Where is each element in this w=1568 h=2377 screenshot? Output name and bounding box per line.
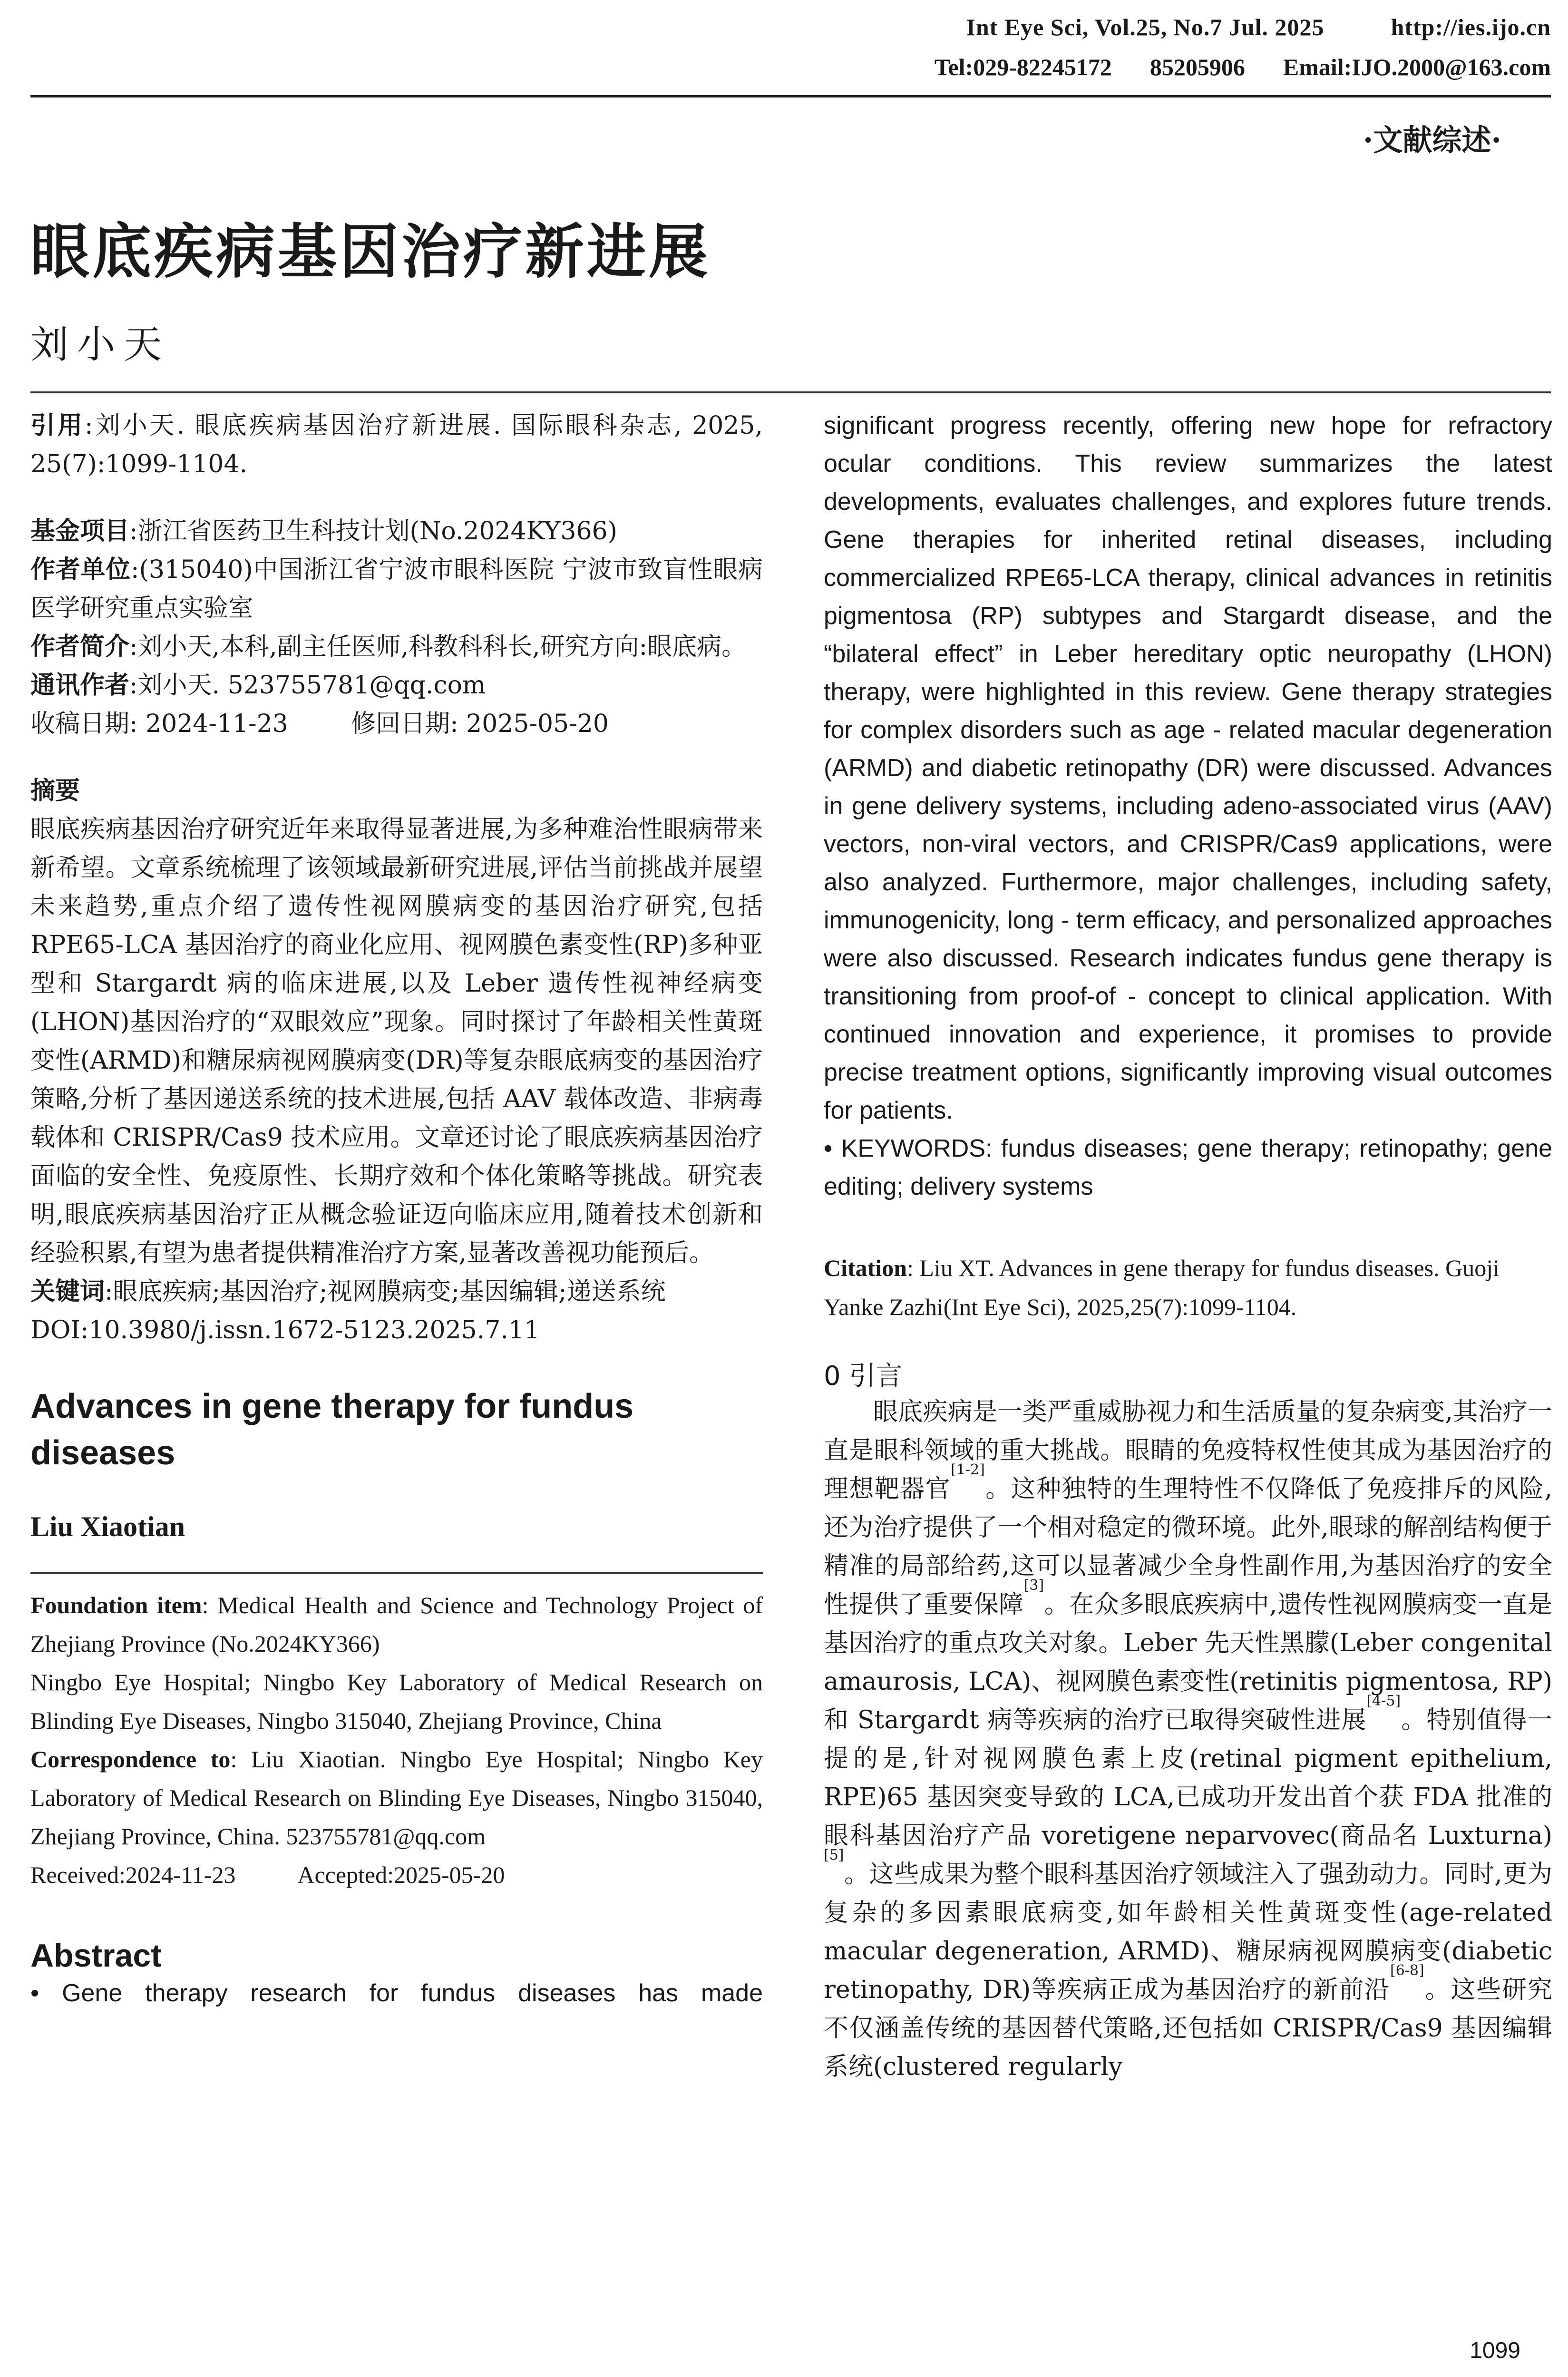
received-accepted: Received:2024-11-23 Accepted:2025-05-20 [30, 1861, 505, 1888]
abstract-en-start: • Gene therapy research for fundus diseases has made [30, 1979, 763, 2007]
left-column [30, 407, 763, 2012]
author-cn: 刘小天 [30, 322, 170, 367]
abstract-head-en: Abstract [30, 1938, 162, 1974]
keywords-cn: 关键词:眼底疾病;基因治疗;视网膜病变;基因编辑;递送系统 [30, 1277, 666, 1306]
corr-cn: 通讯作者:刘小天. 523755781@qq.com [30, 671, 486, 700]
tel2: 85205906 [1149, 54, 1245, 80]
contact-header [935, 53, 1551, 81]
tel: Tel:029-82245172 [934, 54, 1112, 80]
header-rule [30, 95, 1551, 97]
article-title-cn: 眼底疾病基因治疗新进展 [30, 218, 711, 286]
keywords-en: • KEYWORDS: fundus diseases; gene therapy; retinopathy; gene editing; delivery systems [824, 1135, 1552, 1200]
abstract-en-cont: significant progress recently, offering new hope for refractory ocular conditions. This review summarizes the latest developments, evaluates challenges, and explores future trends. Gene therapies for inherited retinal diseases, including commercialized RPE65-LCA therapy, clinical advances in retinitis pigmentosa (RP) subtypes and Stargardt disease, and the “bilateral effect” in Leber hereditary optic neuropathy (LHON) therapy, were highlighted in this review. Gene therapy strategies for complex disorders such as age - related macular degeneration (ARMD) and diabetic retinopathy (DR) were discussed. Advances in gene delivery systems, including adeno-associated virus (AAV) vectors, non-viral vectors, and CRISPR/Cas9 applications, were also analyzed. Furthermore, major challenges, including safety, immunogenicity, long - term efficacy, and personalized approaches were also discussed. Research indicates fundus gene therapy is transitioning from proof-of - concept to clinical application. With continued innovation and experience, it promises to provide precise treatment options, significantly improving visual outcomes for patients. [824, 412, 1552, 1124]
fund-cn: 基金项目:浙江省医药卫生科技计划(No.2024KY366) [30, 517, 617, 546]
ref-6-8[interactable]: [6-8] [1390, 1962, 1424, 1979]
ref-4-5[interactable]: [4-5] [1366, 1693, 1401, 1709]
abstract-cn: 眼底疾病基因治疗研究近年来取得显著进展,为多种难治性眼病带来新希望。文章系统梳理了该领域最新研究进展,评估当前挑战并展望未来趋势,重点介绍了遗传性视网膜病变的基因治疗研究,包括 RPE65-LCA 基因治疗的商业化应用、视网膜色素变性(RP)多种亚型和 Stargardt 病的临床进展,以及 Leber 遗传性视神经病变(LHON)基因治疗的“双眼效应”现象。同时探讨了年龄相关性黄斑变性(ARMD)和糖尿病视网膜病变(DR)等复杂眼底病变的基因治疗策略,分析了基因递送系统的技术进展,包括 AAV 载体改造、非病毒载体和 CRISPR/Cas9 技术应用。文章还讨论了眼底疾病基因治疗面临的安全性、免疫原性、长期疗效和个体化策略等挑战。研究表明,眼底疾病基因治疗正从概念验证迈向临床应用,随着技术创新和经验积累,有望为患者提供精准治疗方案,显著改善视功能预后。 [30, 815, 763, 1267]
foundation-en: Foundation item: Medical Health and Science and Technology Project of Zhejiang Province (No.2024KY366) [30, 1592, 763, 1657]
title-rule [30, 391, 1551, 393]
right-column [824, 407, 1552, 2086]
journal-info: Int Eye Sci, Vol.25, No.7 Jul. 2025 [966, 14, 1325, 40]
article-title-en: Advances in gene therapy for fundus diseases [30, 1387, 634, 1472]
correspondence-en: Correspondence to: Liu Xiaotian. Ningbo Eye Hospital; Ningbo Key Laboratory of Medical Research on Blinding Eye Diseases, Ningbo 315040, Zhejiang Province, China. 523755781@qq.com [30, 1746, 763, 1850]
page-number: 1099 [1470, 2338, 1520, 2363]
citation-en: Citation: Liu XT. Advances in gene therapy for fundus diseases. Guoji Yanke Zazhi(Int Eye Sci), 2025,25(7):1099-1104. [824, 1255, 1500, 1320]
email: Email:IJO.2000@163.com [1283, 54, 1551, 80]
bio-cn: 作者简介:刘小天,本科,副主任医师,科教科科长,研究方向:眼底病。 [30, 633, 747, 661]
citation-cn: 引用:刘小天. 眼底疾病基因治疗新进展. 国际眼科杂志, 2025, 25(7):1099-1104. [30, 411, 763, 478]
section-tag: ·文献综述· [1363, 123, 1501, 157]
author-en: Liu Xiaotian [30, 1511, 185, 1542]
section-heading-intro: 0 引言 [824, 1361, 903, 1392]
affiliation-en: Ningbo Eye Hospital; Ningbo Key Laboratory of Medical Research on Blinding Eye Diseases, Ningbo 315040, Zhejiang Province, China [30, 1669, 763, 1734]
journal-url[interactable]: http://ies.ijo.cn [1391, 14, 1551, 40]
ref-1-2[interactable]: [1-2] [951, 1461, 985, 1478]
ref-3[interactable]: [3] [1023, 1577, 1044, 1594]
dates-cn: 收稿日期: 2024-11-23 修回日期: 2025-05-20 [30, 710, 609, 738]
doi[interactable]: DOI:10.3980/j.issn.1672-5123.2025.7.11 [30, 1316, 540, 1344]
unit-cn: 作者单位:(315040)中国浙江省宁波市眼科医院 宁波市致盲性眼病医学研究重点实验室 [30, 555, 763, 623]
en-rule [30, 1572, 763, 1574]
abstract-label-cn: 摘要 [30, 777, 80, 805]
intro-paragraph: 眼底疾病是一类严重威胁视力和生活质量的复杂病变,其治疗一直是眼科领域的重大挑战。眼睛的免疫特权性使其成为基因治疗的理想靶器官[1-2]。这种独特的生理特性不仅降低了免疫排斥的风险,还为治疗提供了一个相对稳定的微环境。此外,眼球的解剖结构便于精准的局部给药,这可以显著减少全身性副作用,为基因治疗的安全性提供了重要保障[3]。在众多眼底疾病中,遗传性视网膜病变一直是基因治疗的重点攻关对象。Leber 先天性黑朦(Leber congenital amaurosis, LCA)、视网膜色素变性(retinitis pigmentosa, RP)和 Stargardt 病等疾病的治疗已取得突破性进展[4-5]。特别值得一提的是,针对视网膜色素上皮(retinal pigment epithelium, RPE)65 基因突变导致的 LCA,已成功开发出首个获 FDA 批准的眼科基因治疗产品 voretigene neparvovec(商品名 Luxturna)[5]。这些成果为整个眼科基因治疗领域注入了强劲动力。同时,更为复杂的多因素眼底病变,如年龄相关性黄斑变性(age-related macular degeneration, ARMD)、糖尿病视网膜病变(diabetic retinopathy, DR)等疾病正成为基因治疗的新前沿[6-8]。这些研究不仅涵盖传统的基因替代策略,还包括如 CRISPR/Cas9 基因编辑系统(clustered regularly [824, 1398, 1552, 2081]
journal-header [966, 13, 1551, 41]
ref-5[interactable]: [5] [824, 1847, 844, 1863]
